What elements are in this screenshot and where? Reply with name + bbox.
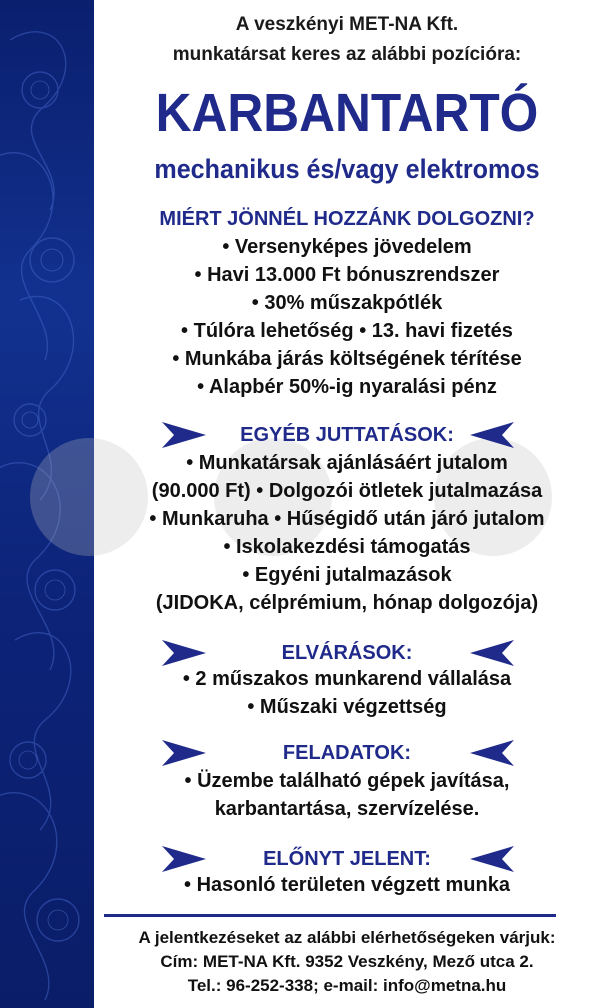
list-item: • Üzembe található gépek javítása, <box>184 770 510 792</box>
list-item: • Versenyképes jövedelem <box>222 236 472 258</box>
arrow-left-icon <box>470 640 514 666</box>
list-item: • Iskolakezdési támogatás <box>223 536 471 558</box>
arrow-left-icon <box>470 422 514 448</box>
list-item: (JIDOKA, célprémium, hónap dolgozója) <box>155 592 539 614</box>
job-advertisement <box>94 0 600 1008</box>
list-item: • Alapbér 50%-ig nyaralási pénz <box>197 376 497 398</box>
list-item: • Munkaruha • Hűségidő után járó jutalom <box>149 508 545 530</box>
divider <box>104 914 556 917</box>
list-item: • Munkába járás költségének térítése <box>172 348 522 370</box>
advantage-heading: ELŐNYT JELENT: <box>263 848 431 870</box>
expectations-heading: ELVÁRÁSOK: <box>281 642 413 664</box>
arrow-left-icon <box>470 846 514 872</box>
contact-address: Cím: MET-NA Kft. 9352 Veszkény, Mező utca 2. <box>160 952 534 971</box>
benefits-heading: EGYÉB JUTTATÁSOK: <box>240 424 454 446</box>
contact-intro: A jelentkezéseket az alábbi elérhetőségeken várjuk: <box>138 928 556 947</box>
job-subtitle: mechanikus és/vagy elektromos <box>154 154 540 184</box>
list-item: • Hasonló területen végzett munka <box>184 874 510 896</box>
contact-phone-email: Tel.: 96-252-338; e-mail: info@metna.hu <box>187 976 507 995</box>
list-item: • Egyéni jutalmazások <box>242 564 452 586</box>
list-item: karbantartása, szervízelése. <box>214 798 480 820</box>
list-item: • Műszaki végzettség <box>247 696 447 718</box>
tasks-heading: FELADATOK: <box>282 742 412 764</box>
list-item: • 2 műszakos munkarend vállalása <box>182 668 512 690</box>
job-title: KARBANTARTÓ <box>155 83 539 143</box>
intro-line-1: A veszkényi MET-NA Kft. <box>235 14 459 35</box>
list-item: • Túlóra lehetőség • 13. havi fizetés <box>181 320 513 342</box>
list-item: • 30% műszakpótlék <box>251 292 443 314</box>
list-item: • Havi 13.000 Ft bónuszrendszer <box>194 264 500 286</box>
why-heading: MIÉRT JÖNNÉL HOZZÁNK DOLGOZNI? <box>159 208 535 230</box>
list-item: • Munkatársak ajánlásáért jutalom <box>186 452 508 474</box>
list-item: (90.000 Ft) • Dolgozói ötletek jutalmazása <box>151 480 543 502</box>
arrow-left-icon <box>470 740 514 766</box>
intro-line-2: munkatársat keres az alábbi pozícióra: <box>172 44 522 65</box>
